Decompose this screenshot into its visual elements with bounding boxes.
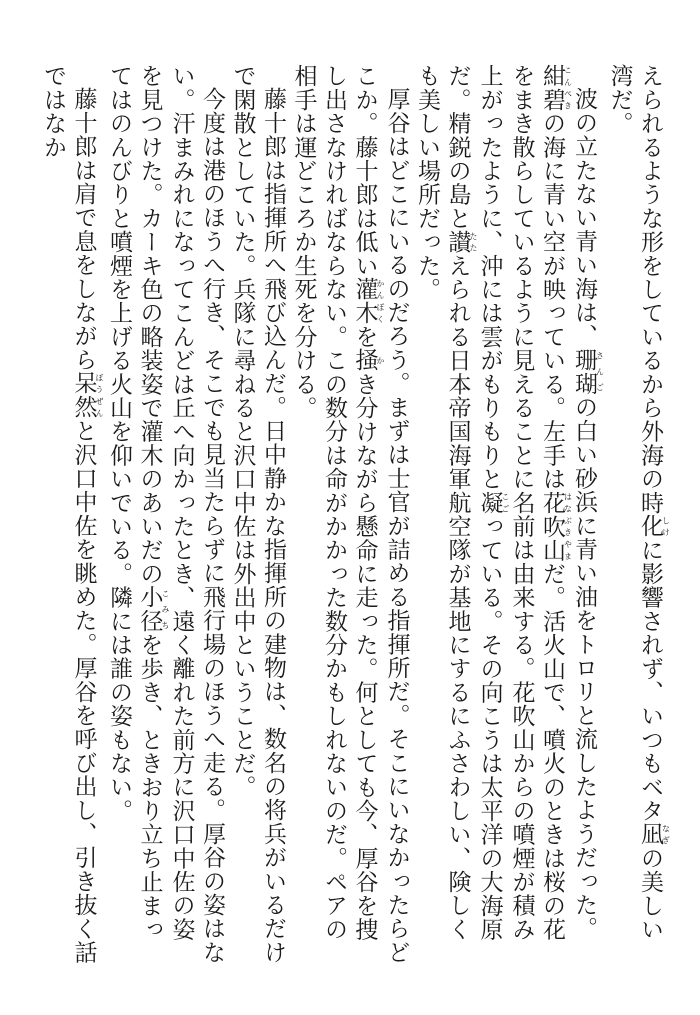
text-run: 藤十郎は肩で息をしながら	[70, 87, 97, 372]
ruby-annotated-word	[136, 585, 170, 633]
ruby-base: 凪	[637, 822, 663, 847]
text-run: えられる日本帝国海軍航空隊が基地にするにふさわしい、険しくも美しい場所だった。	[414, 64, 471, 941]
text-run: 厚谷はどこにいるのだろう。まずは士官が詰める指揮所だ。そこにいなかったらどこか。藤十郎は低い	[351, 64, 410, 964]
furigana: こんぺき	[563, 64, 573, 112]
furigana: なぎ	[661, 822, 670, 847]
text-run: と沢口中佐を眺めた。厚谷を呼び出し、引き抜く話ではなか	[40, 64, 97, 964]
paragraph	[604, 64, 670, 964]
ruby-annotated-word	[637, 822, 670, 847]
text-run: き分けながら懸命に走った。何としても今、厚谷を捜し出さなければならない。この数分は命がかかった数分かもしれないのだ。ペアの相手は運どころか生死を分ける。	[290, 64, 378, 941]
ruby-base: 珊瑚	[571, 347, 597, 396]
text-run: だ。活火山で、噴火のときは桜の花をまき散らしているように見えることに名前は由来する。花吹山からの噴煙が積み上がったように、沖には雲がもりもりと	[476, 64, 565, 941]
ruby-annotated-word	[351, 348, 385, 373]
novel-page	[20, 64, 670, 964]
text-run: 藤十郎は指揮所へ飛び込んだ。日中静かな指揮所の建物は、数名の将兵がいるだけで閑散としていた。兵隊に尋ねると沢口中佐は外出中ということだ。	[229, 64, 286, 964]
text-run: を	[351, 324, 378, 349]
ruby-base: 讃	[444, 229, 471, 254]
text-run: に影響されず、いつもベタ	[637, 538, 663, 823]
ruby-base: 凝	[476, 490, 503, 515]
ruby-base: 掻	[351, 348, 378, 373]
furigana: はなぶきやま	[563, 490, 573, 562]
paragraph	[288, 64, 412, 964]
text-run: えられるような形をしているから外海の時	[637, 64, 663, 515]
text-run: の海に青い空が映っている。左手は	[539, 111, 565, 491]
furigana: たた	[469, 229, 478, 254]
paragraph	[412, 64, 605, 964]
furigana: かんぼく	[376, 277, 385, 325]
ruby-annotated-word	[351, 277, 385, 325]
ruby-annotated-word	[476, 490, 510, 515]
furigana: しけ	[661, 514, 670, 539]
ruby-base: 花吹山	[539, 490, 565, 562]
ruby-annotated-word	[571, 347, 605, 396]
ruby-annotated-word	[637, 514, 670, 539]
text-run: 今度は港のほうへ行き、そこでも見当たらずに飛行場のほうへ走る。厚谷の姿はない。汗まみれになってこんどは丘へ向かったとき、遠く離れた前方に沢口中佐の姿を見つけた。カーキ色の略装姿で灌木のあいだの	[136, 64, 225, 964]
ruby-annotated-word	[444, 229, 478, 254]
furigana: こご	[501, 490, 510, 515]
ruby-base: 灌木	[351, 277, 378, 325]
furigana: か	[376, 348, 385, 373]
paragraph	[38, 64, 104, 964]
furigana: こみち	[161, 585, 170, 633]
paragraph	[104, 64, 228, 964]
ruby-annotated-word	[539, 490, 573, 562]
text-run: 波の立たない青い海は、	[571, 87, 597, 348]
ruby-base: 化	[637, 514, 663, 539]
ruby-annotated-word	[70, 371, 104, 419]
text-run: っている。その向こうは太平洋の大海原だ。精鋭の島と	[444, 64, 503, 941]
furigana: ぼうぜん	[95, 371, 104, 419]
text-run: を歩き、ときおり立ち止まってはのんびりと噴煙を上げる火山を仰いでいる。隣には誰の姿もない。	[106, 64, 163, 941]
furigana: さんご	[595, 347, 605, 396]
text-run: の白い砂浜に青い油をトロリと流したようだった。	[571, 395, 597, 941]
text-run: の美しい湾だ。	[606, 64, 663, 941]
ruby-base: 紺碧	[539, 64, 565, 112]
ruby-annotated-word	[539, 64, 573, 112]
ruby-base: 呆然	[70, 371, 97, 419]
ruby-base: 小径	[136, 585, 163, 633]
paragraph	[227, 64, 288, 964]
